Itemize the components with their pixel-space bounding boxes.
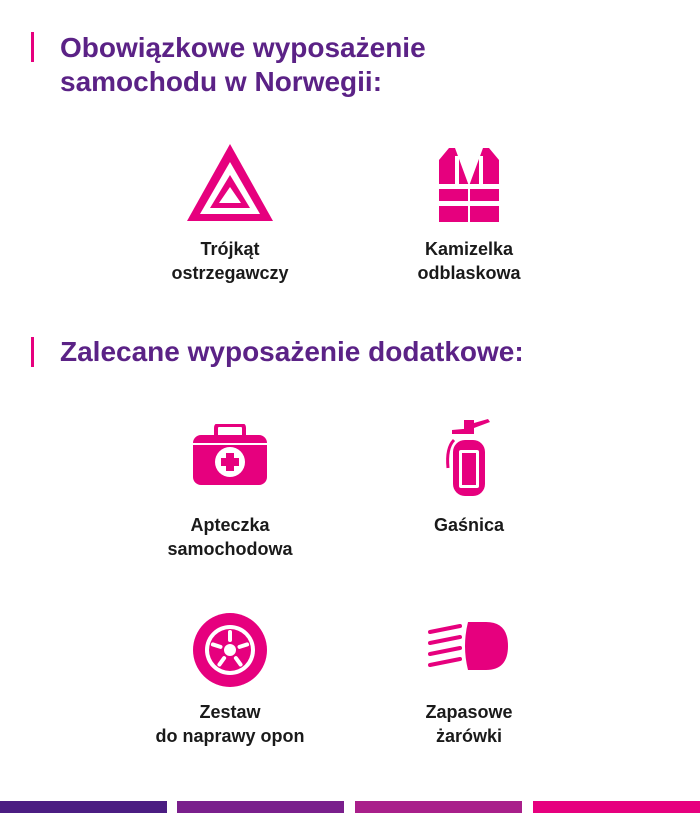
bottom-stripe <box>533 801 700 813</box>
item-label: Kamizelka odblaskowa <box>417 239 521 283</box>
item-first-aid-kit <box>130 420 330 570</box>
warning-triangle-icon <box>184 140 276 224</box>
bottom-stripe <box>355 801 522 813</box>
section-title-line: samochodu w Norwegii: <box>60 66 383 97</box>
section-accent-bar <box>31 32 34 62</box>
section-title-line: Zalecane wyposażenie dodatkowe: <box>60 336 524 367</box>
item-warning-triangle <box>130 140 330 290</box>
section-title-recommended <box>60 335 524 369</box>
item-reflective-vest <box>369 140 569 290</box>
fire-extinguisher-icon <box>444 418 494 498</box>
item-label: Zapasowe żarówki <box>425 702 513 746</box>
item-label: Apteczka samochodowa <box>167 515 293 559</box>
tire-icon <box>192 612 268 688</box>
headlight-bulb-icon <box>428 616 510 678</box>
item-label: Zestaw do naprawy opon <box>155 702 305 746</box>
bottom-stripe <box>177 801 344 813</box>
section-title-mandatory <box>60 31 426 99</box>
reflective-vest-icon <box>437 146 501 222</box>
bottom-stripe <box>0 801 167 813</box>
section-accent-bar <box>31 337 34 367</box>
first-aid-kit-icon <box>192 424 268 486</box>
item-label: Gaśnica <box>433 515 505 535</box>
item-fire-extinguisher <box>369 420 569 570</box>
item-label: Trójkąt ostrzegawczy <box>171 239 289 283</box>
section-title-line: Obowiązkowe wyposażenie <box>60 32 426 63</box>
item-tire-repair <box>130 612 330 762</box>
item-spare-bulbs <box>369 612 569 762</box>
